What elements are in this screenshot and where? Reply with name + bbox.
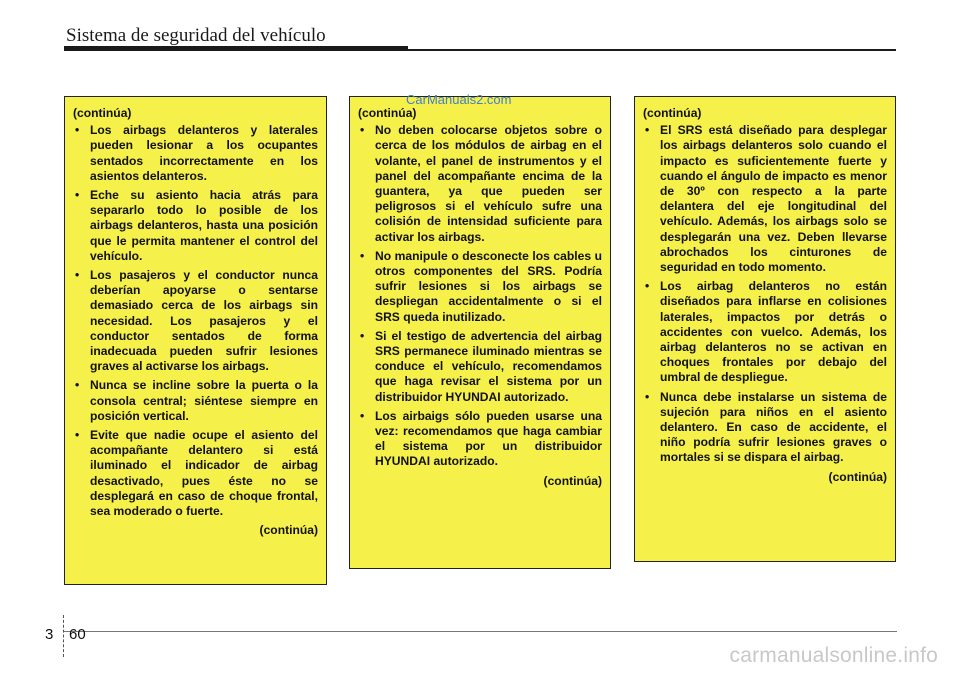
warning-item: • Los pasajeros y el conductor nunca deberían apoyarse o sentarse demasiado cerca de los airbags sin necesidad. Los pasajeros y el conductor sentados de forma inadecuada pueden sufrir lesiones graves al activarse los airbags. xyxy=(73,268,318,374)
warning-list xyxy=(358,123,602,469)
warning-item: • Si el testigo de advertencia del airbag SRS permanece iluminado mientras se conduce el vehículo, recomendamos que haga revisar el sistema por un distribuidor HYUNDAI autorizado. xyxy=(358,329,602,405)
warning-item: • No deben colocarse objetos sobre o cerca de los módulos de airbag en el volante, el panel de instrumentos y el panel del acompañante encima de la guantera, ya que pueden ser peligrosos si el vehículo sufre una colisión de intensidad suficiente para activar los airbags. xyxy=(358,123,602,245)
continues-label: (continúa) xyxy=(543,473,602,488)
continues-label: (continúa) xyxy=(259,523,318,538)
warning-item: • No manipule o desconecte los cables u otros componentes del SRS. Podría sufrir lesiones si los airbags se despliegan accidentalmente o si el SRS queda inutilizado. xyxy=(358,249,602,325)
warning-item: • Los airbaigs sólo pueden usarse una vez: recomendamos que haga cambiar el sistema por un distribuidor HYUNDAI autorizado. xyxy=(358,409,602,470)
warning-item: • Los airbag delanteros no están diseñados para inflarse en colisiones laterales, impactos por detrás o accidentes con vuelco. Además, los airbag delanteros no se activan en choques frontales por debajo del umbral de despliegue. xyxy=(643,279,887,385)
warning-item: • El SRS está diseñado para desplegar los airbags delanteros solo cuando el impacto es suficientemente fuerte y cuando el ángulo de impacto es menor de 30º con respecto a la parte delantera del eje longitudinal del vehículo. Además, los airbags solo se desplegarán una vez. Deben llevarse abrochados los cinturones de seguridad en todo momento. xyxy=(643,123,887,275)
warning-item: • Nunca debe instalarse un sistema de sujeción para niños en el asiento delantero. En caso de accidente, el niño podría sufrir lesiones graves o mortales si se dispara el airbag. xyxy=(643,390,887,466)
continued-heading: (continúa) xyxy=(643,106,702,120)
warning-box-2 xyxy=(349,96,611,569)
warning-item: • Evite que nadie ocupe el asiento del acompañante delantero si está iluminado el indicador de airbag desactivado, pues éste no se desplegará en caso de choque frontal, sea moderado o fuerte. xyxy=(73,428,318,519)
warning-list xyxy=(73,123,318,519)
warning-list xyxy=(643,123,887,465)
continued-heading: (continúa) xyxy=(73,106,132,120)
page-number-divider xyxy=(63,615,64,657)
top-watermark-link[interactable]: CarManuals2.com xyxy=(406,92,512,107)
section-title: Sistema de seguridad del vehículo xyxy=(66,25,326,46)
continued-heading: (continúa) xyxy=(358,106,417,120)
footer-rule xyxy=(64,631,897,632)
warning-box-3 xyxy=(634,96,896,562)
footer-watermark: carmanualsonline.info xyxy=(729,644,938,667)
chapter-number: 3 xyxy=(45,626,54,643)
warning-item: • Nunca se incline sobre la puerta o la consola central; siéntese siempre en posición vertical. xyxy=(73,378,318,424)
continues-label: (continúa) xyxy=(828,469,887,484)
warning-item: • Eche su asiento hacia atrás para separarlo todo lo posible de los airbags delanteros, hasta una posición que le permita mantener el control del vehículo. xyxy=(73,188,318,264)
warning-box-1 xyxy=(64,96,327,585)
page-number: 60 xyxy=(69,626,86,643)
header-rule-thin xyxy=(408,49,896,51)
warning-item: • Los airbags delanteros y laterales pueden lesionar a los ocupantes sentados incorrectamente en los asientos delanteros. xyxy=(73,123,318,184)
header-rule-thick xyxy=(64,46,408,51)
